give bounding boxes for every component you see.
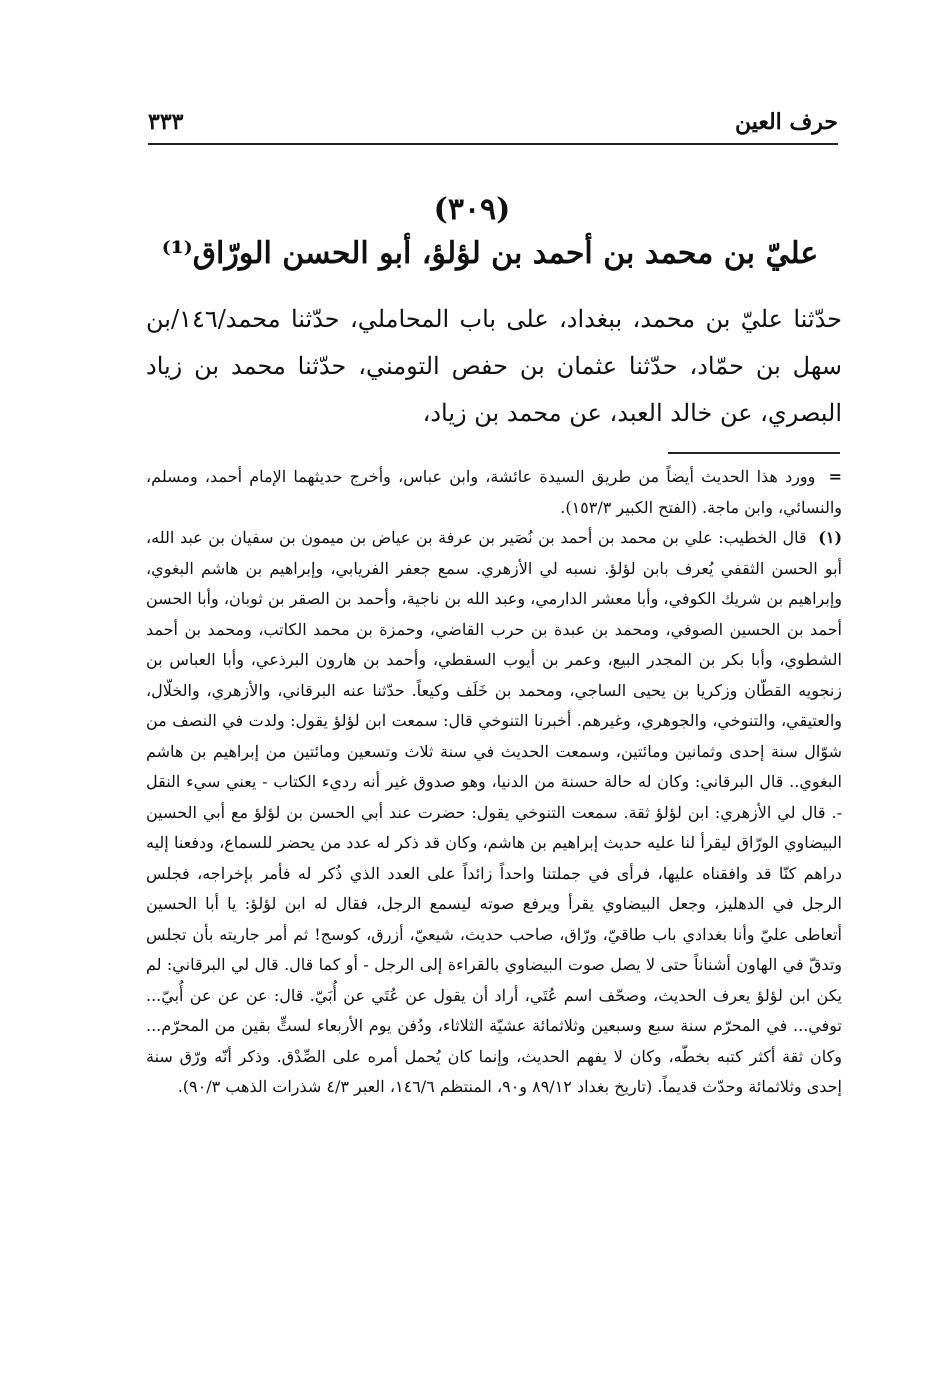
running-header bbox=[148, 105, 838, 141]
header-divider bbox=[148, 143, 838, 145]
footnote-continuation-text: وورد هذا الحديث أيضاً من طريق السيدة عائشة، وابن عباس، وأخرج حديثهما الإمام أحمد، ومسلم، والنسائي، وابن ماجة. (الفتح الكبير ١٥٣/٣). bbox=[146, 467, 842, 517]
footnote-1 bbox=[146, 523, 842, 1103]
footnote-continuation bbox=[146, 462, 842, 523]
footnote-1-text: قال الخطيب: علي بن محمد بن أحمد بن نُصَير بن عرفة بن عياض بن ميمون بن سفيان بن عبد الله، أبو الحسن الثقفي يُعرف بابن لؤلؤ. نسبه لي الأزهري. سمع جعفر الفريابي، وإبراهيم بن هاشم البغوي، وإبراهيم بن شريك الكوفي، وأبا معشر الدارمي، وعبد الله بن ناجية، وأحمد بن الصقر بن ثوبان، وأبا الحسن أحمد بن الحسين الصوفي، ومحمد بن عبدة بن حرب القاضي، وحمزة بن محمد الكاتب، ومحمد بن أحمد الشطوي، وأبا بكر بن المجدر البيع، وعمر بن أيوب السقطي، وأحمد بن هارون البرذعي، وأبا العباس بن زنجويه القطّان وزكريا بن يحيى الساجي، ومحمد بن خَلَف وكيعاً. حدّثنا عنه البرقاني، والأزهري، والخلّال، والعتيقي، والتنوخي، والجوهري، وغيرهم. أخبرنا التنوخي قال: سمعت ابن لؤلؤ يقول: ولدت في النصف من شوّال سنة إحدى وثمانين ومائتين، وسمعت الحديث في سنة ثلاث وتسعين ومائتين من إبراهيم بن هاشم البغوي.. قال البرقاني: وكان له حالة حسنة من الدنيا، وهو صدوق غير أنه رديء الكتاب - يعني سيء النقل -. قال لي الأزهري: ابن لؤلؤ ثقة. سمعت التنوخي يقول: حضرت عند أبي الحسن بن لؤلؤ مع أبي الحسين البيضاوي الورّاق ليقرأ لنا عليه حديث إبراهيم بن هاشم، وكان قد ذكر له عدد من يحضر للسماع، ودفعنا إليه دراهم كنّا قد وافقناه عليها، فرأى في جملتنا واحداً زائداً على العدد الذي ذُكر له فأمر بإخراجه، فجلس الرجل في الدهليز، وجعل البيضاوي يقرأ ويرفع صوته ليسمع الرجل، فقال له ابن لؤلؤ: يا أبا الحسين أتعاطى عليّ وأنا بغدادي باب طاقيّ، ورّاق، صاحب حديث، شيعيّ، أزرق، كوسج! ثم أمر جاريته بأن تجلس وتدقّ في الهاون أشناناً حتى لا يصل صوت البيضاوي بالقراءة إلى الرجل - أو كما قال. قال لي البرقاني: لم يكن ابن لؤلؤ يعرف الحديث، وصحّف اسم عُتَي، أراد أن يقول عن عُتَي عن أُبَيّ. قال: عن عن عن أُبيّ... توفي... في المحرّم سنة سبع وسبعين وثلاثمائة عشيّة الثلاثاء، ودُفن يوم الأربعاء لستٍّ بقين من المحرّم... وكان ثقة أكثر كتبه بخطّه، وكان لا يفهم الحديث، وإنما كان يُحمل أمره على الصِّدْق. وذكر أنّه ورّق سنة إحدى وثلاثمائة وحدّث قديماً. (تاريخ بغداد ٨٩/١٢ و٩٠، المنتظم ١٤٦/٦، العبر ٤/٣ شذرات الذهب ٩٠/٣). bbox=[146, 528, 842, 1096]
footnote-divider bbox=[668, 452, 840, 454]
entry-heading: عليّ بن محمد بن أحمد بن لؤلؤ، أبو الحسن الورّاق⁽¹⁾ bbox=[161, 236, 819, 271]
chapter-title: حرف العين bbox=[734, 109, 838, 135]
footnotes bbox=[146, 462, 842, 1103]
continuation-marker: = bbox=[828, 467, 843, 486]
entry-number: (٣٠٩) bbox=[433, 192, 511, 227]
entry-body: حدّثنا عليّ بن محمد، ببغداد، على باب المحاملي، حدّثنا محمد/١٤٦/بن سهل بن حمّاد، حدّثنا عثمان بن حفص التومني، حدّثنا محمد بن زياد البصري، عن خالد العبد، عن محمد بن زياد، bbox=[146, 305, 842, 427]
footnote-1-marker: (١) bbox=[818, 528, 843, 547]
page-number: ٣٣٣ bbox=[148, 109, 184, 135]
